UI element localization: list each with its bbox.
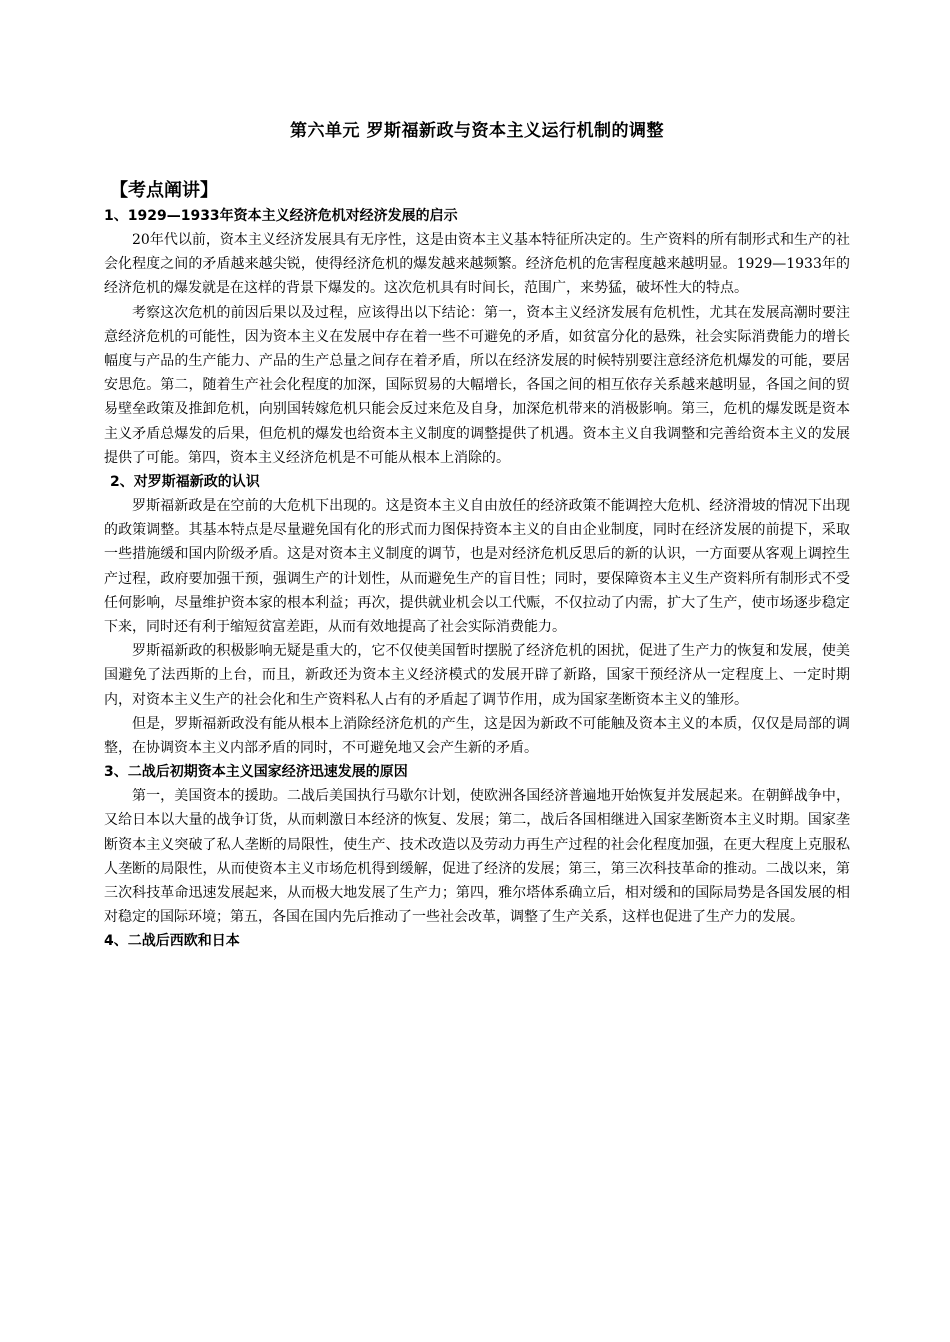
item-heading: 2、对罗斯福新政的认识 xyxy=(110,474,260,491)
document-page xyxy=(104,118,850,953)
paragraph: 20年代以前，资本主义经济发展具有无序性，这是由资本主义基本特征所决定的。生产资料的所有制形式和生产的社会化程度之间的矛盾越来越尖锐，使得经济危机的爆发越来越频繁。经济危机的危害程度越来越明显。1929—1933年的经济危机的爆发就是在这样的背景下爆发的。这次危机具有时间长，范围广，来势猛，破坏性大的特点。 xyxy=(104,232,850,297)
item-2 xyxy=(104,470,850,760)
item-1 xyxy=(104,204,850,470)
paragraph: 罗斯福新政的积极影响无疑是重大的，它不仅使美国暂时摆脱了经济危机的困扰，促进了生产力的恢复和发展，使美国避免了法西斯的上台，而且，新政还为资本主义经济模式的发展开辟了新路，国家干预经济从一定程度上、一定时期内，对资本主义生产的社会化和生产资料私人占有的矛盾起了调节作用，成为国家垄断资本主义的雏形。 xyxy=(104,643,850,708)
item-heading: 1、1929—1933年资本主义经济危机对经济发展的启示 xyxy=(104,208,458,224)
paragraph: 考察这次危机的前因后果以及过程，应该得出以下结论：第一，资本主义经济发展有危机性，尤其在发展高潮时要注意经济危机的可能性，因为资本主义在发展中存在着一些不可避免的矛盾，如贫富分化的悬殊，社会实际消费能力的增长幅度与产品的生产能力、产品的生产总量之间存在着矛盾，所以在经济发展的时候特别要注意经济危机爆发的可能，要居安思危。第二，随着生产社会化程度的加深，国际贸易的大幅增长，各国之间的相互依存关系越来越明显，各国之间的贸易壁垒政策及推卸危机，向别国转嫁危机只能会反过来危及自身，加深危机带来的消极影响。第三，危机的爆发既是资本主义矛盾总爆发的后果，但危机的爆发也给资本主义制度的调整提供了机遇。资本主义自我调整和完善给资本主义的发展提供了可能。第四，资本主义经济危机是不可能从根本上消除的。 xyxy=(104,304,850,466)
item-heading: 4、二战后西欧和日本 xyxy=(104,933,240,950)
item-heading: 3、二战后初期资本主义国家经济迅速发展的原因 xyxy=(104,764,408,781)
item-3 xyxy=(104,760,850,929)
item-4 xyxy=(104,929,850,953)
paragraph: 第一，美国资本的援助。二战后美国执行马歇尔计划，使欧洲各国经济普遍地开始恢复并发展起来。在朝鲜战争中，又给日本以大量的战争订货，从而刺激日本经济的恢复、发展；第二，战后各国相继进入国家垄断资本主义时期。国家垄断资本主义突破了私人垄断的局限性，使生产、技术改造以及劳动力再生产过程的社会化程度加强，在更大程度上克服私人垄断的局限性，从而使资本主义市场危机得到缓解，促进了经济的发展；第三，第三次科技革命的推动。二战以来，第三次科技革命迅速发展起来，从而极大地发展了生产力；第四，雅尔塔体系确立后，相对缓和的国际局势是各国发展的相对稳定的国际环境；第五，各国在国内先后推动了一些社会改革，调整了生产关系，这样也促进了生产力的发展。 xyxy=(104,788,850,926)
paragraph: 罗斯福新政是在空前的大危机下出现的。这是资本主义自由放任的经济政策不能调控大危机、经济滑坡的情况下出现的政策调整。其基本特点是尽量避免国有化的形式而力图保持资本主义的自由企业制度，同时在经济发展的前提下，采取一些措施缓和国内阶级矛盾。这是对资本主义制度的调节，也是对经济危机反思后的新的认识，一方面要从客观上调控生产过程，政府要加强干预，强调生产的计划性，从而避免生产的盲目性；同时，要保障资本主义生产资料所有制形式不受任何影响，尽量维护资本家的根本利益；再次，提供就业机会以工代赈，不仅拉动了内需，扩大了生产，使市场逐步稳定下来，同时还有利于缩短贫富差距，从而有效地提高了社会实际消费能力。 xyxy=(104,498,850,636)
document-title: 第六单元 罗斯福新政与资本主义运行机制的调整 xyxy=(290,121,664,141)
paragraph: 但是，罗斯福新政没有能从根本上消除经济危机的产生，这是因为新政不可能触及资本主义的本质，仅仅是局部的调整，在协调资本主义内部矛盾的同时，不可避免地又会产生新的矛盾。 xyxy=(104,715,850,757)
section-heading: 【考点阐讲】 xyxy=(110,180,218,201)
